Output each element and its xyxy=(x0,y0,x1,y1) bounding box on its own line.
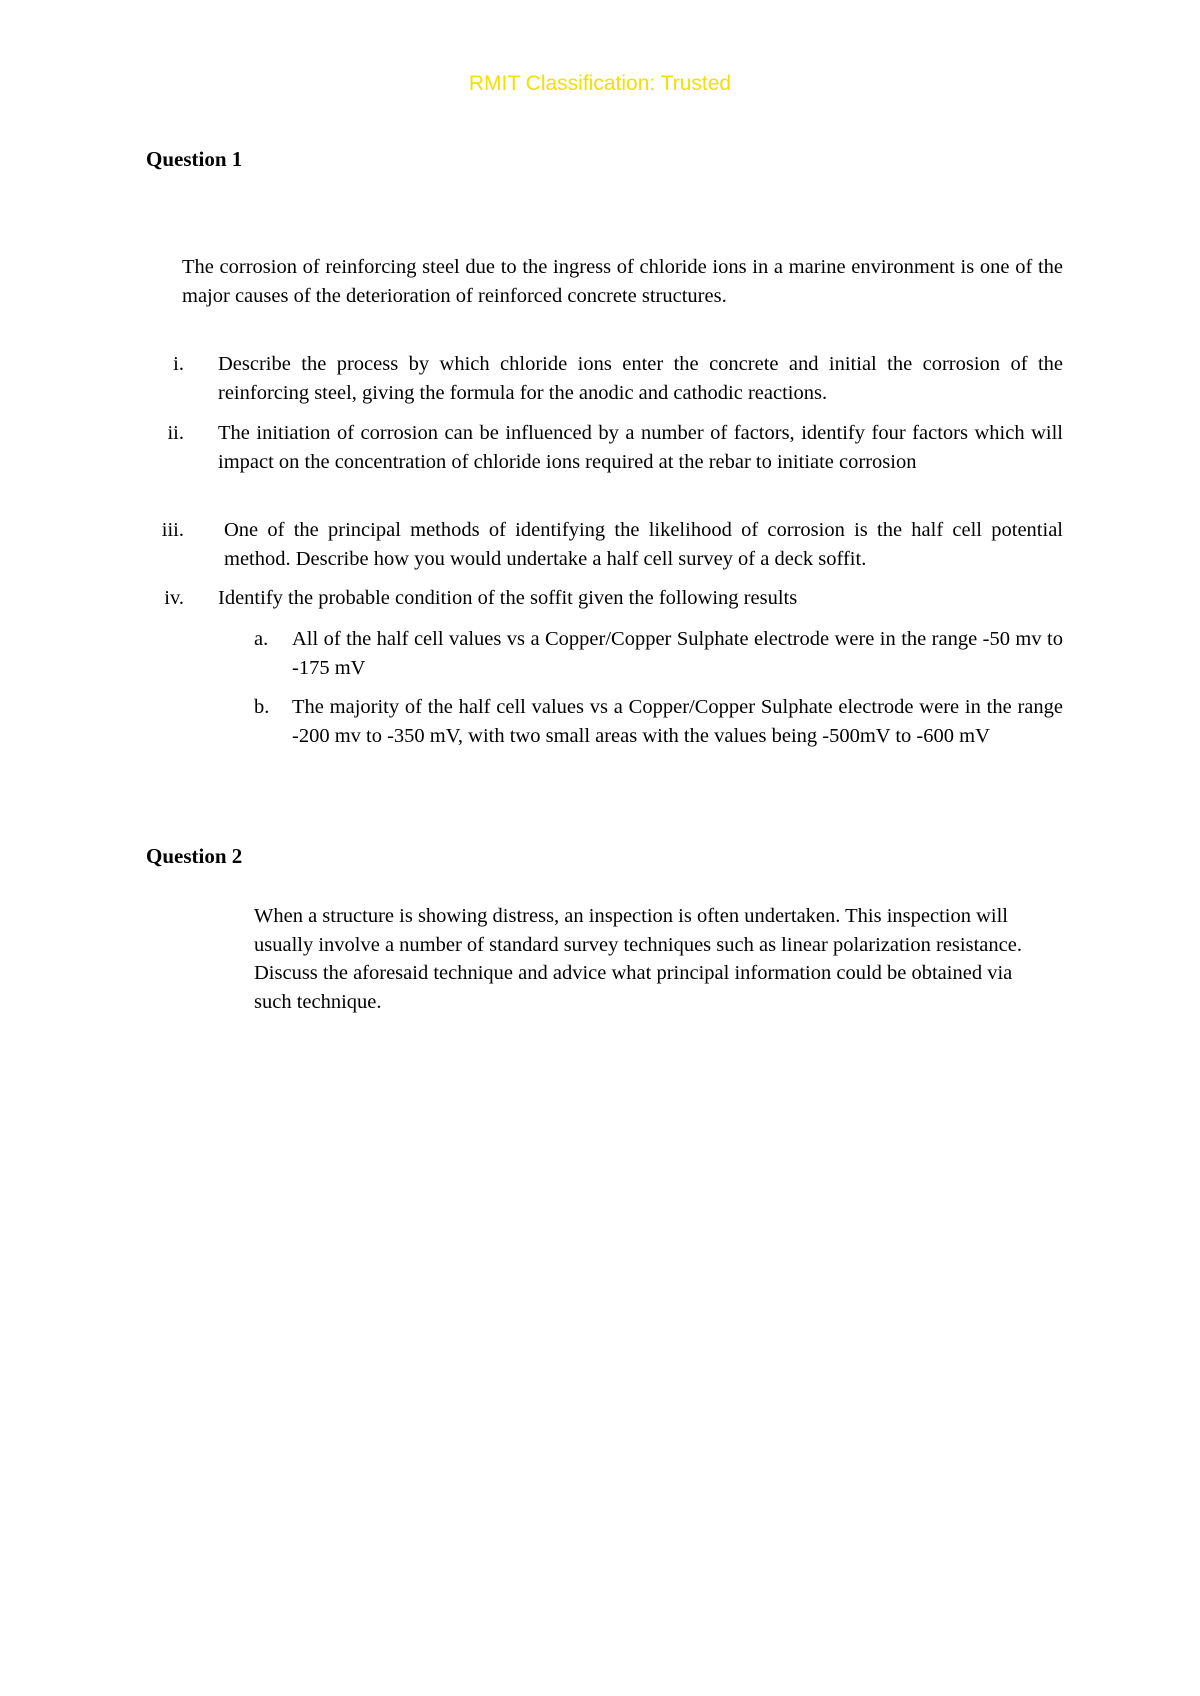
sub-list-item-letter: a. xyxy=(254,628,269,650)
list-item-number: iii. xyxy=(161,519,184,541)
list-item-number: i. xyxy=(173,353,184,375)
classification-label: RMIT Classification: Trusted xyxy=(468,72,732,95)
question-2-body: When a structure is showing distress, an inspection is often undertaken. This inspection will usually involve a number of standard survey techniques such as linear polarization resistance. Discuss the aforesaid technique and advice what principal information could be obtained via such technique. xyxy=(254,905,1022,1013)
question-1-heading: Question 1 xyxy=(146,147,243,171)
list-item-number: ii. xyxy=(167,422,184,444)
list-item-text: Identify the probable condition of the soffit given the following results xyxy=(218,587,798,609)
question-2-heading: Question 2 xyxy=(146,844,243,868)
list-item-text: Describe the process by which chloride ions enter the concrete and initial the corrosion of the reinforcing steel, giving the formula for the anodic and cathodic reactions. xyxy=(218,353,1063,404)
question-1-intro: The corrosion of reinforcing steel due to the ingress of chloride ions in a marine environment is one of the major causes of the deterioration of reinforced concrete structures. xyxy=(182,256,1063,307)
list-item-text: One of the principal methods of identifying the likelihood of corrosion is the half cell potential method. Describe how you would undertake a half cell survey of a deck soffit. xyxy=(224,519,1063,570)
list-item-number: iv. xyxy=(164,587,184,609)
sub-list-item-text: All of the half cell values vs a Copper/Copper Sulphate electrode were in the range -50 mv to -175 mV xyxy=(292,628,1063,679)
sub-list-item-text: The majority of the half cell values vs a Copper/Copper Sulphate electrode were in the range -200 mv to -350 mV, with two small areas with the values being -500mV to -600 mV xyxy=(292,696,1063,747)
list-item-text: The initiation of corrosion can be influenced by a number of factors, identify four factors which will impact on the concentration of chloride ions required at the rebar to initiate corrosion xyxy=(218,422,1063,473)
sub-list-item-letter: b. xyxy=(254,696,270,718)
